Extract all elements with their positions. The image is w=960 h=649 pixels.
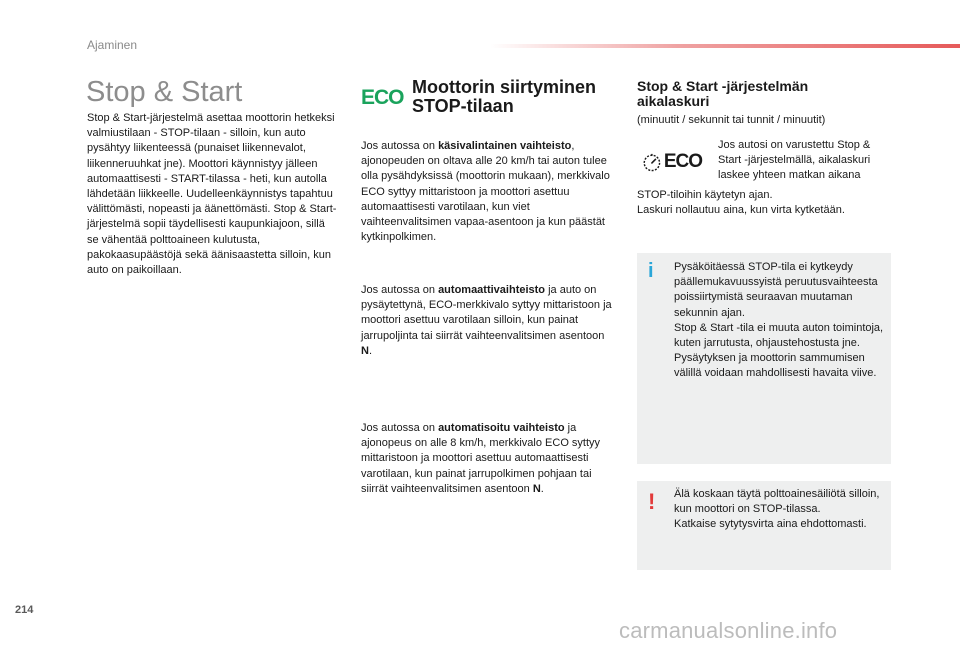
para-text: Jos autossa on bbox=[361, 140, 439, 152]
timer-body: STOP-tiloihin käytetyn ajan. Laskuri nollautuu aina, kun virta kytketään. bbox=[637, 189, 845, 217]
para-text: Jos autossa on bbox=[361, 422, 439, 434]
para-bold: N bbox=[361, 344, 369, 357]
para-bold: N bbox=[532, 482, 541, 495]
para-bold: automaattivaihteisto bbox=[438, 284, 546, 296]
timer-note: Jos autosi on varustettu Stop & Start -järjestelmällä, aikalaskuri laskee yhteen matkan aikana bbox=[718, 139, 871, 182]
para-text: ja ajonopeus on alle 8 km/h, merkkivalo ECO syttyy mittaristoon ja moottori asettuu automaattisesti varotilaan, kun painat jarrupolkimen pohjaan tai siirrät vaihteenvalitsimen asentoon bbox=[361, 422, 601, 495]
page-title: Stop & Start bbox=[86, 76, 243, 108]
header-rule bbox=[490, 44, 960, 48]
para-bold: käsivalintainen vaihteisto bbox=[438, 140, 572, 152]
section-label: Ajaminen bbox=[87, 38, 138, 52]
stopwatch-icon bbox=[642, 151, 662, 173]
para-text: . bbox=[368, 344, 373, 357]
eco-timer-icon bbox=[642, 150, 702, 174]
automated-gearbox-paragraph bbox=[361, 421, 616, 497]
warning-text: Älä koskaan täytä polttoainesäiliötä silloin, kun moottori on STOP-tilassa. Katkaise sytytysvirta aina ehdottomasti. bbox=[674, 488, 880, 531]
section-title-timer: Stop & Start -järjestelmän aikalaskuri bbox=[637, 78, 809, 109]
warning-icon: ! bbox=[648, 489, 656, 514]
info-box bbox=[637, 253, 891, 464]
eco-icon-label: ECO bbox=[663, 151, 702, 172]
page-number: 214 bbox=[15, 604, 34, 616]
section-title-stop-mode: Moottorin siirtyminen STOP-tilaan bbox=[412, 77, 596, 116]
timer-units: (minuutit / sekunnit tai tunnit / minuutit) bbox=[637, 114, 826, 126]
warning-box bbox=[637, 481, 891, 570]
info-text: Pysäköitäessä STOP-tila ei kytkeydy päällemukavuussyistä peruutusvaihteesta poissiirtymistä seuraavan muutaman sekunnin ajan. Stop & Start -tila ei muuta auton toimintoja, kuten jarrutusta, ohjaustehostusta jne. Pysäytyksen ja moottorin sammumisen välillä voidaan mahdollisesti havaita viive. bbox=[674, 261, 884, 380]
para-text: , ajonopeuden on oltava alle 20 km/h tai auton tulee olla pysähdyksissä (moottorin mukaan), merkkivalo ECO syttyy mittaristoon ja moottori asettuu automaattisesti varotilaan, kun viet vaihteenvalitsimen vapaa-asentoon ja kun päästät kytkinpolkimen. bbox=[361, 140, 610, 244]
info-icon: i bbox=[648, 260, 654, 282]
para-text: ja auto on pysäytettynä, ECO-merkkivalo syttyy mittaristoon ja moottori asettuu varotilaan silloin, kun painat jarrupoljinta tai siirrät vaihteenvalitsimen asentoon bbox=[361, 284, 612, 342]
manual-gearbox-paragraph bbox=[361, 139, 616, 245]
automatic-gearbox-paragraph bbox=[361, 283, 616, 359]
para-text: . bbox=[540, 482, 544, 495]
para-text: Jos autossa on bbox=[361, 284, 439, 296]
para-bold: automatisoitu vaihteisto bbox=[438, 422, 565, 434]
intro-text: Stop & Start-järjestelmä asettaa moottorin hetkeksi valmiustilaan - STOP-tilaan - silloin, kun auto pysähtyy liikenteessä (punaiset liikennevalot, liikenneruuhkat jne). Moottori käynnistyy jälleen automaattisesti - START-tilassa - heti, kun autolla lähdetään liikkeelle. Uudelleenkäynnistys tapahtuu välittömästi, nopeasti ja äänettömästi. Stop & Start-järjestelmä sopii täydellisesti kaupunkiajoon, sillä se vähentää polttoaineen kulutusta, pakokaasupäästöjä sekä äänisaastetta silloin, kun auto on paikoillaan. bbox=[87, 112, 337, 277]
watermark: carmanualsonline.info bbox=[619, 618, 838, 643]
eco-indicator-icon: ECO bbox=[361, 86, 404, 109]
